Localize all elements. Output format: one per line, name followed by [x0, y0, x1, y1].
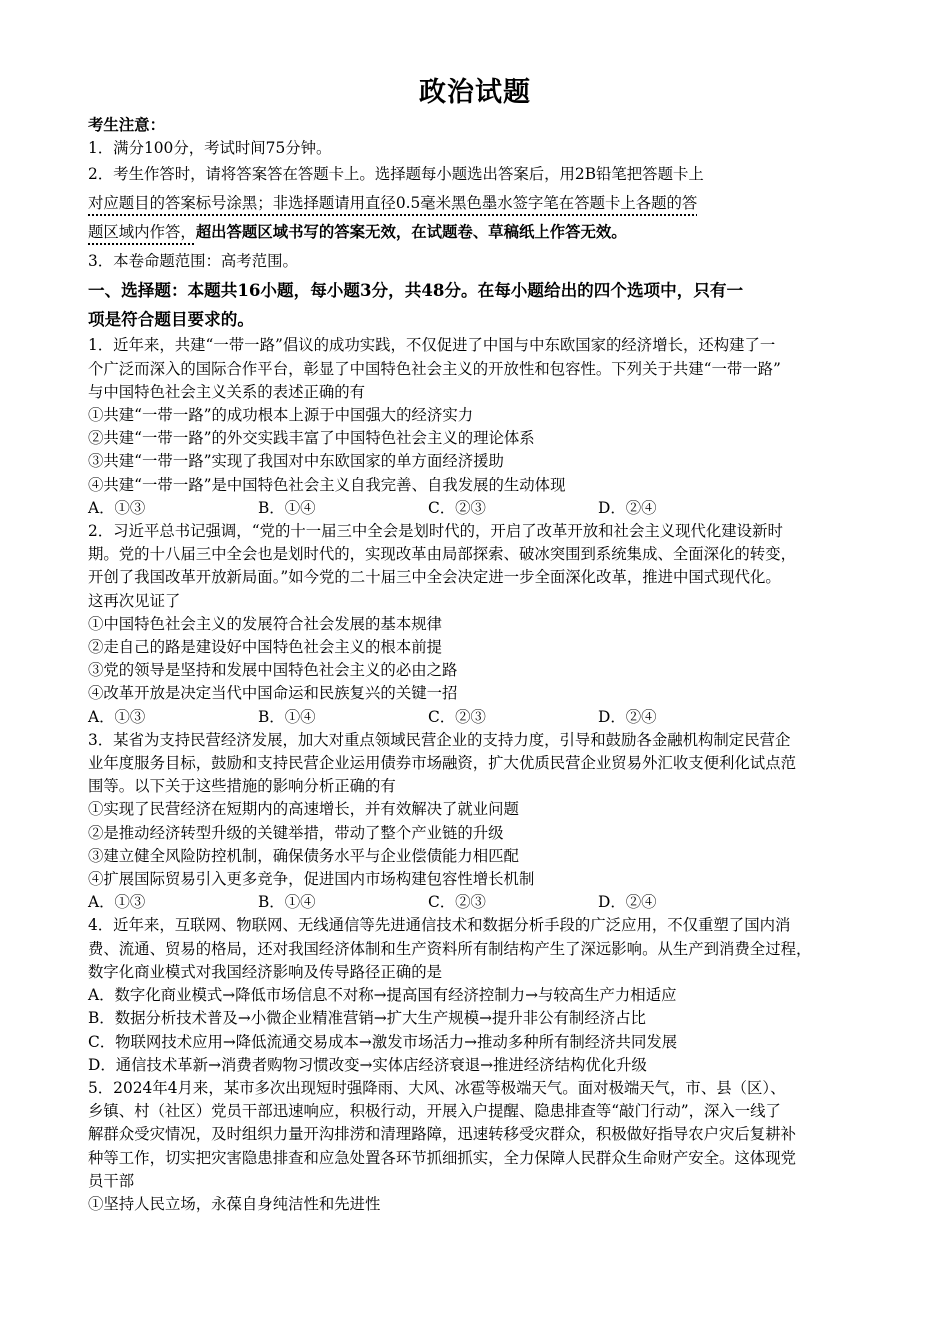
notice-item-2-line-2-text: 对应题目的答案标号涂黑；非选择题请用直径0.5毫米黑色墨水签字笔在答题卡上各题的答	[88, 194, 698, 213]
notice-heading: 考生注意：	[88, 116, 165, 134]
question-statement: ①共建“一带一路”的成功根本上源于中国强大的经济实力	[88, 406, 474, 425]
page-title: 政治试题	[419, 77, 531, 108]
exam-content	[88, 114, 864, 1216]
question-statement: ①中国特色社会主义的发展符合社会发展的基本规律	[88, 614, 442, 633]
section-heading-line-2: 项是符合题目要求的。	[88, 309, 254, 330]
question-statement: ②走自己的路是建设好中国特色社会主义的根本前提	[88, 638, 442, 657]
option-b: B．①④	[258, 707, 316, 726]
option-a: A．数字化商业模式→降低市场信息不对称→提高国有经济控制力→与较高生产力相适应	[88, 986, 677, 1005]
question-stem-line: 业年度服务目标，鼓励和支持民营企业运用债券市场融资，扩大优质民营企业贸易外汇收支便利化试点范	[88, 754, 796, 773]
question-stem-line: 4．近年来，互联网、物联网、无线通信等先进通信技术和数据分析手段的广泛应用，不仅重塑了国内消	[88, 916, 791, 935]
question-statement: ①坚持人民立场，永葆自身纯洁性和先进性	[88, 1194, 381, 1213]
notice-item-3: 3．本卷命题范围：高考范围。	[88, 252, 298, 271]
question-stem-line: 与中国特色社会主义关系的表述正确的有	[88, 382, 366, 401]
question-statement: ③建立健全风险防控机制，确保债务水平与企业偿债能力相匹配	[88, 846, 519, 865]
question-stem-line: 围等。以下关于这些措施的影响分析正确的有	[88, 777, 396, 796]
question-statement: ②是推动经济转型升级的关键举措，带动了整个产业链的升级	[88, 823, 504, 842]
option-c: C．②③	[428, 707, 486, 726]
question-statement: ④改革开放是决定当代中国命运和民族复兴的关键一招	[88, 684, 458, 703]
question-stem-line: 乡镇、村（社区）党员干部迅速响应，积极行动，开展入户提醒、隐患排查等“敲门行动”，深入一线了	[88, 1102, 781, 1121]
notice-item-1: 1．满分100分，考试时间75分钟。	[88, 139, 332, 158]
option-d: D．通信技术革新→消费者购物习惯改变→实体店经济衰退→推进经济结构优化升级	[88, 1055, 647, 1074]
question-statement: ④共建“一带一路”是中国特色社会主义自我完善、自我发展的生动体现	[88, 475, 566, 494]
question-statement: ③共建“一带一路”实现了我国对中东欧国家的单方面经济援助	[88, 452, 504, 471]
question-stem-line: 5．2024年4月来，某市多次出现短时强降雨、大风、冰雹等极端天气。面对极端天气，市、县（区）、	[88, 1078, 786, 1097]
question-stem-line: 数字化商业模式对我国经济影响及传导路径正确的是	[88, 962, 442, 981]
option-d: D．②④	[598, 893, 657, 912]
question-2	[88, 520, 864, 729]
question-statement: ④扩展国际贸易引入更多竞争，促进国内市场构建包容性增长机制	[88, 870, 535, 889]
question-stem-line: 期。党的十八届三中全会也是划时代的，实现改革由局部探索、破冰突围到系统集成、全面深化的转变，	[88, 545, 796, 564]
question-stem-line: 3．某省为支持民营经济发展，加大对重点领域民营企业的支持力度，引导和鼓励各金融机构制定民营企	[88, 730, 791, 749]
question-5	[88, 1077, 864, 1216]
option-b: B．①④	[258, 498, 316, 517]
option-c: C．②③	[428, 498, 486, 517]
question-4	[88, 914, 864, 1076]
section-heading-line-1: 一、选择题：本题共16小题，每小题3分，共48分。在每小题给出的四个选项中，只有一	[88, 280, 744, 301]
question-stem-line: 这再次见证了	[88, 591, 181, 610]
answer-options	[88, 497, 864, 520]
question-stem-line: 解群众受灾情况，及时组织力量开沟排涝和清理路障，迅速转移受灾群众，积极做好指导农户灾后复耕补	[88, 1125, 796, 1144]
option-a: A．①③	[88, 893, 146, 912]
notice-item-2-line-3-text: 题区域内作答，	[88, 223, 196, 242]
question-stem-line: 个广泛而深入的国际合作平台，彰显了中国特色社会主义的开放性和包容性。下列关于共建“一带一路”	[88, 359, 781, 378]
option-b: B．①④	[258, 893, 316, 912]
question-1	[88, 334, 864, 520]
notice-item-2-emphasis: 超出答题区域书写的答案无效，在试题卷、草稿纸上作答无效。	[195, 223, 627, 242]
option-c: C．物联网技术应用→降低流通交易成本→激发市场活力→推动多种所有制经济共同发展	[88, 1032, 678, 1051]
notice-item-2-line-3	[88, 218, 864, 247]
question-statement: ②共建“一带一路”的外交实践丰富了中国特色社会主义的理论体系	[88, 429, 535, 448]
question-stem-line: 种等工作，切实把灾害隐患排查和应急处置各环节抓细抓实，全力保障人民群众生命财产安全。这体现党	[88, 1148, 796, 1167]
option-a: A．①③	[88, 707, 146, 726]
option-d: D．②④	[598, 707, 657, 726]
answer-options	[88, 706, 864, 729]
question-statement: ①实现了民营经济在短期内的高速增长，并有效解决了就业问题	[88, 800, 519, 819]
question-stem-line: 费、流通、贸易的格局，还对我国经济体制和生产资料所有制结构产生了深远影响。从生产到消费全过程，	[88, 939, 812, 958]
option-a: A．①③	[88, 498, 146, 517]
question-statement: ③党的领导是坚持和发展中国特色社会主义的必由之路	[88, 661, 458, 680]
question-stem-line: 2．习近平总书记强调，“党的十一届三中全会是划时代的，开启了改革开放和社会主义现代化建设新时	[88, 522, 783, 541]
question-stem-line: 开创了我国改革开放新局面。”如今党的二十届三中全会决定进一步全面深化改革，推进中国式现代化。	[88, 568, 781, 587]
option-d: D．②④	[598, 498, 657, 517]
notice-item-2-line-2	[88, 189, 864, 218]
option-c: C．②③	[428, 893, 486, 912]
notice-item-2-line-1: 2．考生作答时，请将答案答在答题卡上。选择题每小题选出答案后，用2B铅笔把答题卡上	[88, 165, 704, 184]
question-stem-line: 员干部	[88, 1171, 135, 1190]
answer-options	[88, 891, 864, 914]
option-b: B．数据分析技术普及→小微企业精准营销→扩大生产规模→提升非公有制经济占比	[88, 1009, 646, 1028]
question-3	[88, 729, 864, 915]
question-stem-line: 1．近年来，共建“一带一路”倡议的成功实践，不仅促进了中国与中东欧国家的经济增长，还构建了一	[88, 336, 776, 355]
